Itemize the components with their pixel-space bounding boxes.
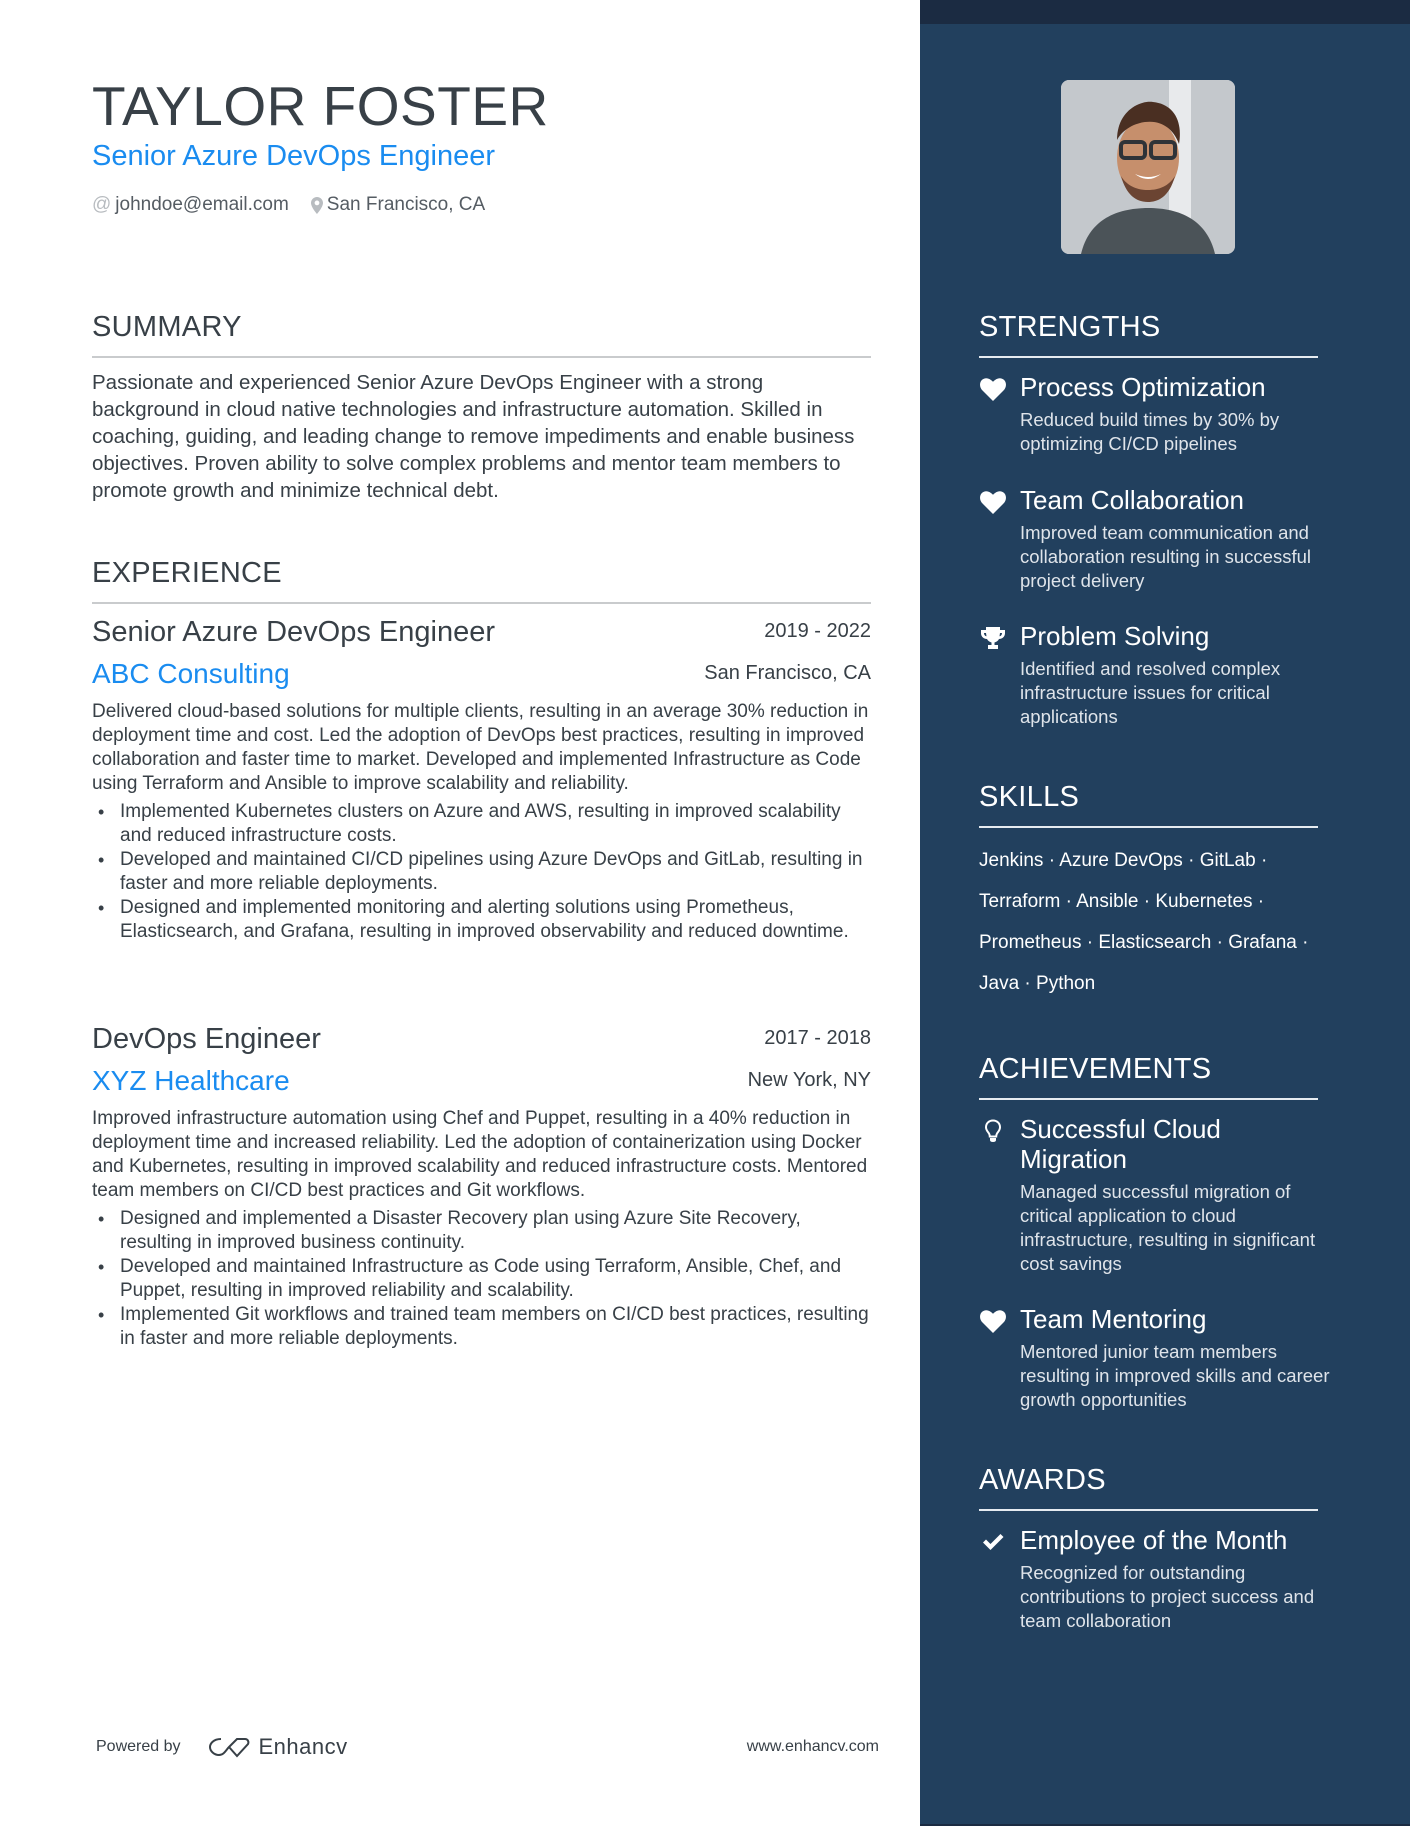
powered-by-label: Powered by — [96, 1738, 181, 1755]
trophy-icon — [979, 625, 1007, 651]
map-pin-icon — [311, 197, 323, 214]
achievement-title: Team Mentoring — [1020, 1304, 1207, 1334]
awards-divider — [979, 1509, 1318, 1511]
strength-title: Team Collaboration — [1020, 485, 1245, 515]
job-entry — [92, 614, 871, 944]
job-description: Improved infrastructure automation using Chef and Puppet, resulting in a 40% reduction in deployment time and increased reliability. Led the adoption of containerization using Docker and Kubernetes, resulting in improved scalability and reduced infrastructure costs. Mentored team members on CI/CD best practices and Git workflows. — [92, 1108, 868, 1201]
job-location: San Francisco, CA — [704, 662, 871, 684]
award-item — [979, 1525, 1359, 1633]
job-bullets — [92, 800, 871, 944]
job-description: Delivered cloud-based solutions for multiple clients, resulting in an average 30% reduction in deployment time and cost. Led the adoption of DevOps best practices, resulting in improved collaboration and faster time to market. Developed and implemented Infrastructure as Code using Terraform and Ansible to improve scalability and reliability. — [92, 701, 869, 794]
job-dates: 2017 - 2018 — [764, 1027, 871, 1049]
job-bullet: • Developed and maintained Infrastructure as Code using Terraform, Ansible, Chef, and Puppet, resulting in improved reliability and scalability. — [92, 1255, 871, 1303]
job-dates: 2019 - 2022 — [764, 620, 871, 642]
strengths-divider — [979, 356, 1318, 358]
at-sign-icon: @ — [92, 194, 112, 215]
lightbulb-icon — [979, 1118, 1007, 1144]
achievements-divider — [979, 1098, 1318, 1100]
achievement-item — [979, 1304, 1359, 1412]
contact-info — [92, 192, 507, 218]
skills-line: Jenkins · Azure DevOps · GitLab · — [979, 850, 1268, 871]
heart-icon — [979, 376, 1007, 402]
sidebar-top-bar — [920, 0, 1410, 24]
enhancv-brand-name: Enhancv — [258, 1734, 348, 1759]
checkmark-icon — [979, 1529, 1007, 1555]
skills-heading: SKILLS — [979, 781, 1080, 813]
summary-heading: SUMMARY — [92, 311, 242, 343]
experience-divider — [92, 602, 871, 604]
awards-heading: AWARDS — [979, 1464, 1106, 1496]
job-bullet: • Designed and implemented monitoring and alerting solutions using Prometheus, Elasticsearch, and Grafana, resulting in improved observability and reduced downtime. — [92, 896, 871, 944]
strength-item — [979, 372, 1359, 456]
achievement-title: Successful Cloud Migration — [1020, 1114, 1221, 1174]
job-entry — [92, 1021, 871, 1351]
strength-item — [979, 621, 1359, 729]
job-location: New York, NY — [747, 1069, 871, 1091]
enhancv-logo[interactable] — [207, 1734, 348, 1760]
footer — [96, 1732, 879, 1762]
achievements-heading: ACHIEVEMENTS — [979, 1053, 1212, 1085]
resume-sidebar — [920, 0, 1410, 1826]
email-text: johndoe@email.com — [115, 194, 289, 215]
candidate-name: TAYLOR FOSTER — [92, 75, 549, 137]
strength-item — [979, 485, 1359, 593]
job-bullet: • Designed and implemented a Disaster Recovery plan using Azure Site Recovery, resulting in improved business continuity. — [92, 1207, 871, 1255]
strengths-heading: STRENGTHS — [979, 311, 1161, 343]
award-title: Employee of the Month — [1020, 1525, 1288, 1555]
award-desc: Recognized for outstanding contributions to project success and team collaboration — [1020, 1562, 1315, 1631]
candidate-headline: Senior Azure DevOps Engineer — [92, 140, 495, 172]
job-bullet: • Implemented Git workflows and trained team members on CI/CD best practices, resulting in faster and more reliable deployments. — [92, 1303, 871, 1351]
job-title: Senior Azure DevOps Engineer — [92, 616, 495, 648]
heart-icon — [979, 489, 1007, 515]
strength-title: Process Optimization — [1020, 372, 1266, 402]
profile-photo-placeholder-icon — [1061, 80, 1235, 254]
skills-line: Java · Python — [979, 973, 1096, 994]
summary-text: Passionate and experienced Senior Azure DevOps Engineer with a strong background in cloud native technologies and infrastructure automation. Skilled in coaching, guiding, and leading change to remove impediments and enable business objectives. Proven ability to solve complex problems and mentor team members to promote growth and minimize technical debt. — [92, 371, 855, 502]
contact-email[interactable] — [92, 192, 289, 218]
job-bullet: • Developed and maintained CI/CD pipelines using Azure DevOps and GitLab, resulting in faster and more reliable deployments. — [92, 848, 871, 896]
strength-desc: Identified and resolved complex infrastructure issues for critical applications — [1020, 658, 1281, 727]
strength-desc: Reduced build times by 30% by optimizing CI/CD pipelines — [1020, 409, 1280, 454]
achievement-item — [979, 1114, 1359, 1276]
profile-photo — [1061, 80, 1235, 254]
skills-divider — [979, 826, 1318, 828]
contact-location — [311, 192, 485, 218]
location-text: San Francisco, CA — [326, 194, 486, 215]
achievement-desc: Mentored junior team members resulting in improved skills and career growth opportunities — [1020, 1341, 1330, 1410]
strength-title: Problem Solving — [1020, 621, 1210, 651]
job-bullet: • Implemented Kubernetes clusters on Azure and AWS, resulting in improved scalability and reduced infrastructure costs. — [92, 800, 871, 848]
achievement-desc: Managed successful migration of critical application to cloud infrastructure, resulting in significant cost savings — [1020, 1181, 1316, 1274]
website-link[interactable]: www.enhancv.com — [746, 1738, 879, 1755]
skills-line: Prometheus · Elasticsearch · Grafana · — [979, 932, 1309, 953]
job-title: DevOps Engineer — [92, 1023, 321, 1055]
enhancv-logo-icon — [207, 1735, 251, 1759]
experience-heading: EXPERIENCE — [92, 557, 282, 589]
resume-main-column — [92, 0, 879, 1826]
skills-list — [979, 840, 1349, 1004]
summary-divider — [92, 356, 871, 358]
heart-icon — [979, 1308, 1007, 1334]
job-company[interactable]: XYZ Healthcare — [92, 1065, 290, 1096]
skills-line: Terraform · Ansible · Kubernetes · — [979, 891, 1265, 912]
strength-desc: Improved team communication and collaboration resulting in successful project delivery — [1020, 522, 1312, 591]
job-bullets — [92, 1207, 871, 1351]
job-company[interactable]: ABC Consulting — [92, 658, 290, 689]
